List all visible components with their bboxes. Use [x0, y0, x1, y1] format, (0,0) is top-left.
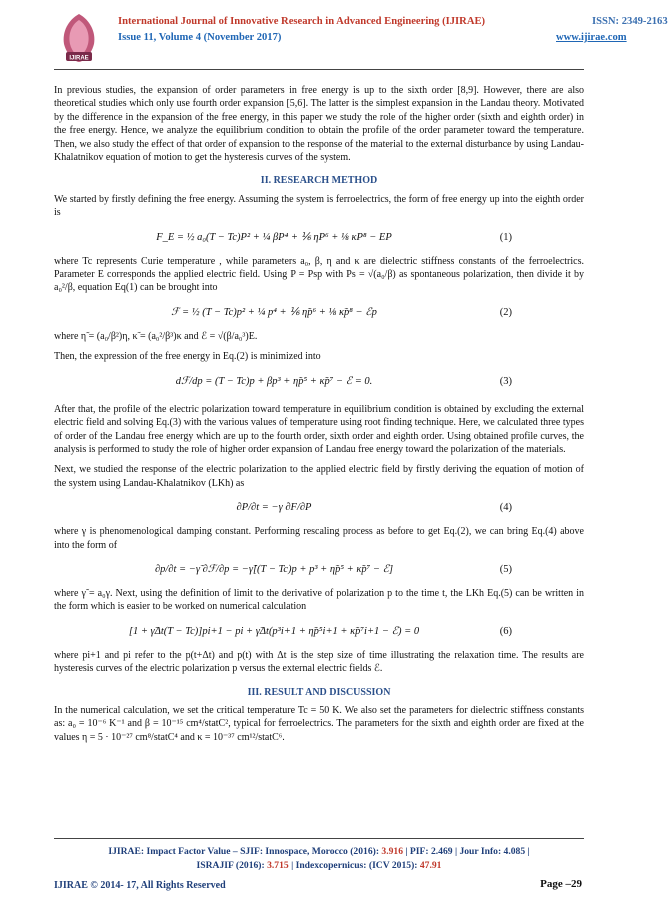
- method-paragraph-4: Then, the expression of the free energy in Eq.(2) is minimized into: [54, 351, 321, 363]
- svg-text:IJIRAE: IJIRAE: [69, 55, 89, 62]
- method-paragraph-7: where γ is phenomenological damping constant. Performing rescaling process as before to get Eq.(2), we can bring Eq.(4) above into the form of: [54, 526, 584, 551]
- footer-index-line: ISRAJIF (2016): 3.715 | Indexcopernicus: (ICV 2015): 47.91: [196, 860, 442, 871]
- header-divider: [54, 69, 584, 70]
- result-paragraph-1: In the numerical calculation, we set the critical temperature Tc = 50 K. We also set the parameters for dielectric stiffness constants as: a₀ = 10⁻⁶ K⁻¹ and β = 10⁻¹⁵ cm⁴/statC², typical for ferroelectrics. The parameters for the sixth and eighth order are fixed at the values η = 5 ⋅ 10⁻²⁷ cm⁸/statC⁴ and κ = 10⁻³⁷ cm¹²/statC⁶.: [54, 704, 584, 743]
- equation-5: [54, 559, 584, 581]
- intro-paragraph: In previous studies, the expansion of order parameters in free energy is up to the sixth order [8,9]. However, there are also theoretical studies which only use fourth order expansion [5,6]. The latter is the simplest expansion in the Landau theory. Motivated by the difference in the expansion of the free energy, in this paper we study the role of the higher order (sixth and eighth order) in the free energy. Hence, we analyze the equilibrium condition to obtain the profile of the order parameter toward the temperature. Then, we also study the effect of that order of expansion to the response of the material to the external disturbance by using Landau-Khalatnikov equation of motion to get the hysteresis curves of the system.: [54, 85, 584, 164]
- equation-2: [54, 302, 584, 324]
- section-heading-method: II. RESEARCH METHOD: [260, 175, 378, 187]
- page-number: Page –29: [540, 878, 582, 890]
- equation-2-number: (2): [499, 306, 512, 318]
- journal-logo-icon: [54, 10, 104, 66]
- equation-3-number: (3): [499, 375, 512, 387]
- equation-5-number: (5): [499, 563, 512, 575]
- paper-body: [54, 84, 584, 751]
- footer-divider: [54, 838, 584, 839]
- equation-6-text: [1 + γ̃Δt(T − Tc)]pi+1 − pi + γ̃Δt(p³i+1 + η̃p⁵i+1 + κ̃p⁷i+1 − ℰ) = 0: [128, 625, 420, 637]
- equation-1-number: (1): [499, 231, 512, 243]
- journal-header: [54, 10, 668, 66]
- equation-4-number: (4): [499, 502, 512, 514]
- equation-2-text: ℱ = ½ (T − Tc)p² + ¼ p⁴ + ⅙ η̃p⁶ + ⅛ κ̃p⁸ − ℰp: [171, 306, 377, 318]
- equation-6-number: (6): [499, 625, 512, 637]
- equation-4-text: ∂P/∂t = −γ ∂F/∂P: [236, 502, 312, 514]
- equation-6: [54, 621, 584, 643]
- footer-copyright: IJIRAE © 2014- 17, All Rights Reserved: [54, 880, 226, 891]
- footer-impact-line: IJIRAE: Impact Factor Value – SJIF: Innospace, Morocco (2016): 3.916 | PIF: 2.469 | Jour Info: 4.085 |: [108, 846, 530, 857]
- method-paragraph-1: We started by firstly defining the free energy. Assuming the system is ferroelectrics, the form of free energy up into the eighth order is: [54, 193, 584, 219]
- method-paragraph-6: Next, we studied the response of the electric polarization to the applied electric field by firstly deriving the equation of motion of the system using Landau-Khalatnikov (LKh) as: [54, 464, 584, 489]
- equation-4: [54, 497, 584, 519]
- equation-1-text: F_E = ½ a₀(T − Tc)P² + ¼ βP⁴ + ⅙ ηP⁶ + ⅛ κP⁸ − EP: [156, 231, 392, 243]
- journal-url-link[interactable]: www.ijirae.com: [556, 32, 627, 43]
- section-heading-results: III. RESULT AND DISCUSSION: [247, 686, 391, 698]
- journal-title: International Journal of Innovative Research in Advanced Engineering (IJIRAE): [118, 16, 486, 27]
- journal-issue: Issue 11, Volume 4 (November 2017): [118, 32, 282, 43]
- journal-issn: ISSN: 2349-2163: [592, 16, 668, 27]
- equation-5-text: ∂p/∂t = −γ̃ ∂ℱ/∂p = −γ̃[(T − Tc)p + p³ + η̃p⁵ + κ̃p⁷ − ℰ]: [154, 563, 394, 575]
- method-paragraph-9: where pi+1 and pi refer to the p(t+Δt) and p(t) with Δt is the step size of time illustrating the relaxation time. The results are hysteresis curves of the electric polarization p versus the external electric fields ℰ.: [54, 649, 584, 675]
- method-paragraph-2: where Tc represents Curie temperature , while parameters a₀, β, η and κ are dielectric stiffness constants of the ferroelectrics. Parameter E corresponds the applied electric field. Using P = Psp with Ps = √(a₀/β) as spontaneous polarization, then divide it by a₀²/β, equation Eq(1) can be brought into: [54, 255, 584, 294]
- equation-3: [54, 371, 584, 397]
- equation-3-text: dℱ/dp = (T − Tc)p + βp³ + η̃p⁵ + κ̃p⁷ − ℰ = 0.: [175, 375, 373, 387]
- method-paragraph-5: After that, the profile of the electric polarization toward temperature in equilibrium condition is obtained by excluding the external electric field and solving Eq.(3) with the various values of temperature using root finding technique. Here, we calculated three types of order of the Landau free energy which are up to the fourth order, sixth order and eighth order. Using obtained profile curves, the analysis is performed to study the role of higher order expansion of Landau free energy toward the polarization of the materials.: [54, 403, 584, 455]
- method-paragraph-3: where η̃ = (a₀/β²)η, κ̃ = (a₀²/β³)κ and ℰ = √(β/a₀³)E.: [54, 330, 258, 342]
- method-paragraph-8: where γ̃ = a₀γ. Next, using the definition of limit to the derivative of polarization p to the time t, the LKh Eq.(5) can be written in the form which is easier to be worked on numerical calculation: [54, 587, 584, 613]
- equation-1: [54, 227, 584, 249]
